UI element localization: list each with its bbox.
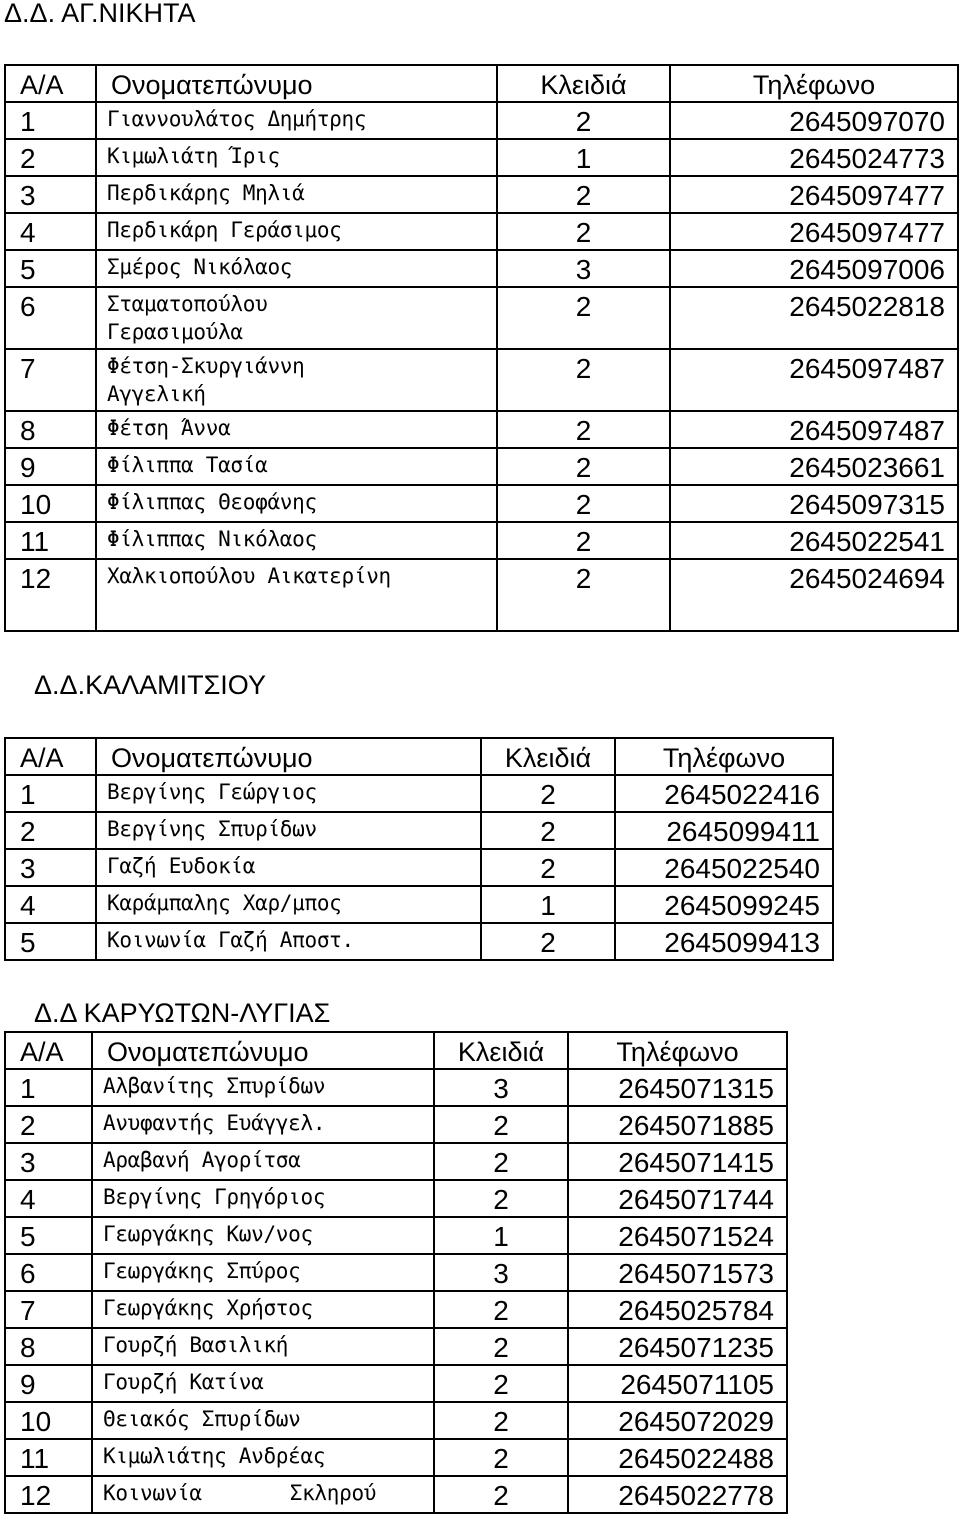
- header-name: Ονοματεπώνυμο: [92, 1032, 434, 1069]
- table-row: [5, 349, 958, 411]
- row-phone: 2645024773: [670, 139, 958, 176]
- row-name: Φίλιππας Θεοφάνης: [96, 485, 497, 522]
- row-name: Φέτση Άννα: [96, 411, 497, 448]
- row-keys: 3: [434, 1254, 568, 1291]
- row-aa: 3: [5, 1143, 92, 1180]
- table-row: [5, 559, 958, 631]
- row-aa: 6: [5, 287, 96, 349]
- table-row: [5, 1143, 787, 1180]
- row-keys: 2: [434, 1365, 568, 1402]
- row-aa: 8: [5, 411, 96, 448]
- row-keys: 2: [434, 1143, 568, 1180]
- row-keys: 2: [497, 411, 670, 448]
- row-aa: 3: [5, 849, 96, 886]
- row-phone: 2645022416: [615, 775, 833, 812]
- row-name: Περδικάρη Γεράσιμος: [96, 213, 497, 250]
- row-name-part2: Σκληρού: [289, 1481, 377, 1505]
- table-row: [5, 812, 833, 849]
- row-name: Βεργίνης Γρηγόριος: [92, 1180, 434, 1217]
- table-row: [5, 1180, 787, 1217]
- row-name: Ανυφαντής Ευάγγελ.: [92, 1106, 434, 1143]
- row-keys: 2: [434, 1106, 568, 1143]
- row-phone: 2645097006: [670, 250, 958, 287]
- row-aa: 4: [5, 886, 96, 923]
- row-keys: 2: [434, 1291, 568, 1328]
- row-aa: 5: [5, 250, 96, 287]
- row-name: Βεργίνης Σπυρίδων: [96, 812, 481, 849]
- row-aa: 12: [5, 1476, 92, 1513]
- row-aa: 2: [5, 139, 96, 176]
- header-phone: Τηλέφωνο: [615, 738, 833, 775]
- row-keys: 2: [434, 1402, 568, 1439]
- table-header-row: [5, 738, 833, 775]
- table-row: [5, 485, 958, 522]
- row-phone: 2645022778: [568, 1476, 787, 1513]
- row-name: [96, 287, 497, 349]
- row-aa: 8: [5, 1328, 92, 1365]
- header-keys: Κλειδιά: [481, 738, 615, 775]
- row-name: Θειακός Σπυρίδων: [92, 1402, 434, 1439]
- row-aa: 4: [5, 1180, 92, 1217]
- row-name: Γουρζή Βασιλική: [92, 1328, 434, 1365]
- row-keys: 2: [481, 923, 615, 960]
- row-aa: 11: [5, 522, 96, 559]
- row-name: Αραβανή Αγορίτσα: [92, 1143, 434, 1180]
- row-name: Χαλκιοπούλου Αικατερίνη: [96, 559, 497, 631]
- row-keys: 1: [434, 1217, 568, 1254]
- row-phone: 2645071105: [568, 1365, 787, 1402]
- row-name: Γιαννουλάτος Δημήτρης: [96, 102, 497, 139]
- table-row: [5, 102, 958, 139]
- row-keys: 2: [481, 775, 615, 812]
- row-phone: 2645071235: [568, 1328, 787, 1365]
- row-phone: 2645023661: [670, 448, 958, 485]
- row-name-part1: Κοινωνία: [103, 1481, 202, 1505]
- table-row: [5, 250, 958, 287]
- row-name: Γαζή Ευδοκία: [96, 849, 481, 886]
- table-header-row: [5, 1032, 787, 1069]
- contacts-table-kalamitsiou: [4, 737, 834, 961]
- table-row: [5, 1291, 787, 1328]
- row-name: Καράμπαλης Χαρ/μπος: [96, 886, 481, 923]
- row-phone: 2645025784: [568, 1291, 787, 1328]
- row-name-text: Σταματοπούλου Γερασιμούλα: [107, 292, 268, 344]
- row-name-text: Φέτση-Σκυργιάννη Αγγελική: [107, 354, 305, 406]
- row-phone: 2645099411: [615, 812, 833, 849]
- row-aa: 5: [5, 1217, 92, 1254]
- table-row: [5, 1365, 787, 1402]
- table-row: [5, 1254, 787, 1291]
- row-aa: 10: [5, 1402, 92, 1439]
- row-aa: 6: [5, 1254, 92, 1291]
- row-keys: 2: [497, 448, 670, 485]
- row-name: Περδικάρης Μηλιά: [96, 176, 497, 213]
- row-aa: 12: [5, 559, 96, 631]
- row-name: Γεωργάκης Σπύρος: [92, 1254, 434, 1291]
- row-name: Γεωργάκης Κων/νος: [92, 1217, 434, 1254]
- row-name: Φίλιππας Νικόλαος: [96, 522, 497, 559]
- section-title-agnikita: Δ.Δ. ΑΓ.ΝΙΚΗΤΑ: [4, 0, 196, 28]
- row-aa: 7: [5, 1291, 92, 1328]
- row-keys: 3: [497, 250, 670, 287]
- row-aa: 4: [5, 213, 96, 250]
- table-row: [5, 176, 958, 213]
- section-title-kalamitsiou: Δ.Δ.ΚΑΛΑΜΙΤΣΙΟΥ: [34, 670, 266, 700]
- row-keys: 2: [497, 213, 670, 250]
- table-row: [5, 1476, 787, 1513]
- row-phone: 2645097477: [670, 176, 958, 213]
- table-row: [5, 411, 958, 448]
- table-row: [5, 1328, 787, 1365]
- table-row: [5, 886, 833, 923]
- table-row: [5, 139, 958, 176]
- row-aa: 7: [5, 349, 96, 411]
- row-name: Βεργίνης Γεώργιος: [96, 775, 481, 812]
- row-phone: 2645071524: [568, 1217, 787, 1254]
- row-phone: 2645024694: [670, 559, 958, 631]
- table-row: [5, 448, 958, 485]
- row-aa: 2: [5, 1106, 92, 1143]
- table-row: [5, 1439, 787, 1476]
- row-keys: 1: [481, 886, 615, 923]
- header-name: Ονοματεπώνυμο: [96, 65, 497, 102]
- row-keys: 2: [497, 485, 670, 522]
- row-phone: 2645099245: [615, 886, 833, 923]
- header-keys: Κλειδιά: [434, 1032, 568, 1069]
- row-aa: 10: [5, 485, 96, 522]
- row-keys: 2: [434, 1476, 568, 1513]
- row-keys: 2: [497, 176, 670, 213]
- row-name: Φίλιππα Τασία: [96, 448, 497, 485]
- row-aa: 1: [5, 775, 96, 812]
- row-phone: 2645022488: [568, 1439, 787, 1476]
- row-name: Κιμωλιάτη Ίρις: [96, 139, 497, 176]
- row-keys: 2: [497, 559, 670, 631]
- row-phone: 2645097487: [670, 411, 958, 448]
- header-keys: Κλειδιά: [497, 65, 670, 102]
- section-title-karyoton-lygias: Δ.Δ ΚΑΡΥΩΤΩΝ-ΛΥΓΙΑΣ: [34, 998, 331, 1028]
- table-row: [5, 287, 958, 349]
- header-aa: Α/Α: [5, 1032, 92, 1069]
- row-phone: 2645022818: [670, 287, 958, 349]
- row-phone: 2645071744: [568, 1180, 787, 1217]
- row-keys: 2: [434, 1180, 568, 1217]
- row-phone: 2645072029: [568, 1402, 787, 1439]
- table-row: [5, 1402, 787, 1439]
- row-keys: 2: [481, 849, 615, 886]
- row-name: [92, 1476, 434, 1513]
- row-name: [96, 349, 497, 411]
- row-keys: 2: [497, 287, 670, 349]
- row-phone: 2645071573: [568, 1254, 787, 1291]
- table-row: [5, 1217, 787, 1254]
- table-row: [5, 213, 958, 250]
- row-aa: 1: [5, 102, 96, 139]
- row-phone: 2645097487: [670, 349, 958, 411]
- table-row: [5, 1106, 787, 1143]
- table-row: [5, 775, 833, 812]
- row-keys: 2: [434, 1439, 568, 1476]
- row-keys: 2: [481, 812, 615, 849]
- row-name: Σμέρος Νικόλαος: [96, 250, 497, 287]
- row-phone: 2645097315: [670, 485, 958, 522]
- header-phone: Τηλέφωνο: [568, 1032, 787, 1069]
- row-name: Γεωργάκης Χρήστος: [92, 1291, 434, 1328]
- row-phone: 2645071315: [568, 1069, 787, 1106]
- row-aa: 2: [5, 812, 96, 849]
- row-aa: 9: [5, 448, 96, 485]
- table-header-row: [5, 65, 958, 102]
- row-keys: 1: [497, 139, 670, 176]
- row-aa: 1: [5, 1069, 92, 1106]
- row-phone: 2645099413: [615, 923, 833, 960]
- row-aa: 5: [5, 923, 96, 960]
- row-phone: 2645097070: [670, 102, 958, 139]
- row-phone: 2645022541: [670, 522, 958, 559]
- row-aa: 9: [5, 1365, 92, 1402]
- table-row: [5, 1069, 787, 1106]
- row-name: Γουρζή Κατίνα: [92, 1365, 434, 1402]
- row-name: Αλβανίτης Σπυρίδων: [92, 1069, 434, 1106]
- row-keys: 2: [434, 1328, 568, 1365]
- row-name: Κοινωνία Γαζή Αποστ.: [96, 923, 481, 960]
- header-name: Ονοματεπώνυμο: [96, 738, 481, 775]
- header-aa: Α/Α: [5, 65, 96, 102]
- table-row: [5, 849, 833, 886]
- row-keys: 2: [497, 102, 670, 139]
- row-phone: 2645022540: [615, 849, 833, 886]
- row-phone: 2645071885: [568, 1106, 787, 1143]
- table-row: [5, 522, 958, 559]
- header-aa: Α/Α: [5, 738, 96, 775]
- row-keys: 3: [434, 1069, 568, 1106]
- row-aa: 3: [5, 176, 96, 213]
- row-aa: 11: [5, 1439, 92, 1476]
- contacts-table-agnikita: [4, 64, 959, 632]
- row-phone: 2645097477: [670, 213, 958, 250]
- contacts-table-karyoton-lygias: [4, 1031, 788, 1514]
- header-phone: Τηλέφωνο: [670, 65, 958, 102]
- row-keys: 2: [497, 522, 670, 559]
- table-row: [5, 923, 833, 960]
- row-keys: 2: [497, 349, 670, 411]
- row-phone: 2645071415: [568, 1143, 787, 1180]
- row-name: Κιμωλιάτης Ανδρέας: [92, 1439, 434, 1476]
